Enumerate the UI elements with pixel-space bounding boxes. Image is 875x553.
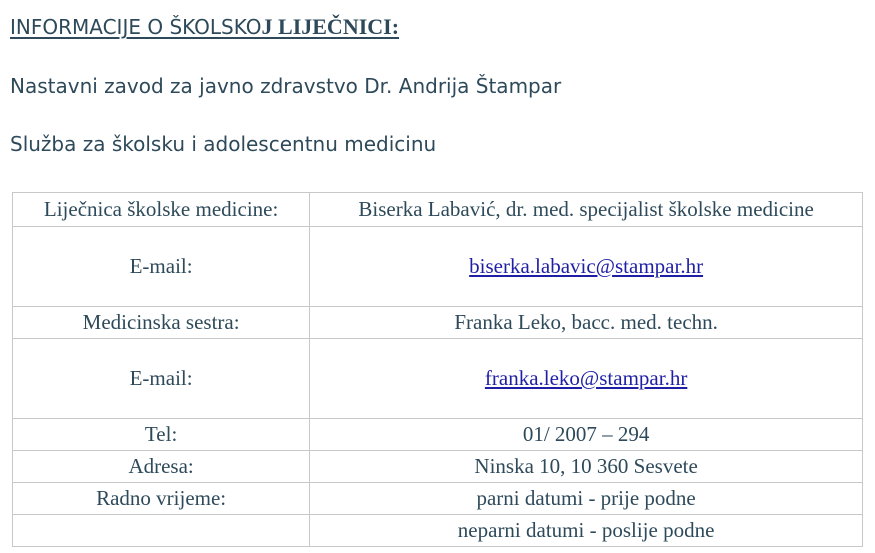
row-label-doctor-email: E-mail: (13, 227, 310, 307)
table-row (13, 483, 863, 515)
row-value-hours-even: parni datumi - prije podne (310, 483, 863, 515)
row-value-nurse-email-cell (310, 339, 863, 419)
row-value-phone: 01/ 2007 – 294 (310, 419, 863, 451)
row-label-empty (13, 515, 310, 547)
nurse-email-link[interactable]: franka.leko@stampar.hr (484, 366, 688, 390)
row-value-nurse: Franka Leko, bacc. med. techn. (310, 307, 863, 339)
row-value-hours-odd: neparni datumi - poslije podne (310, 515, 863, 547)
department-name: Služba za školsku i adolescentnu medicinu (10, 132, 437, 156)
heading-part-1: INFORMACIJE O ŠKOLSKO (10, 15, 262, 39)
heading-part-2: J LIJEČNICI: (261, 14, 400, 39)
table-row (13, 227, 863, 307)
row-label-phone: Tel: (13, 419, 310, 451)
row-label-nurse: Medicinska sestra: (13, 307, 310, 339)
table-row (13, 307, 863, 339)
table-row (13, 515, 863, 547)
table-row (13, 451, 863, 483)
row-label-nurse-email: E-mail: (13, 339, 310, 419)
doctor-email-link[interactable]: biserka.labavic@stampar.hr (469, 254, 704, 278)
table-row (13, 339, 863, 419)
contact-info-table (12, 192, 863, 547)
table-row (13, 419, 863, 451)
row-label-doctor: Liječnica školske medicine: (13, 193, 310, 227)
row-value-doctor-email-cell (310, 227, 863, 307)
row-label-hours: Radno vrijeme: (13, 483, 310, 515)
page-heading (10, 14, 399, 40)
institution-name: Nastavni zavod za javno zdravstvo Dr. Andrija Štampar (10, 74, 562, 98)
row-value-address: Ninska 10, 10 360 Sesvete (310, 451, 863, 483)
table-row (13, 193, 863, 227)
row-value-doctor: Biserka Labavić, dr. med. specijalist školske medicine (310, 193, 863, 227)
row-label-address: Adresa: (13, 451, 310, 483)
